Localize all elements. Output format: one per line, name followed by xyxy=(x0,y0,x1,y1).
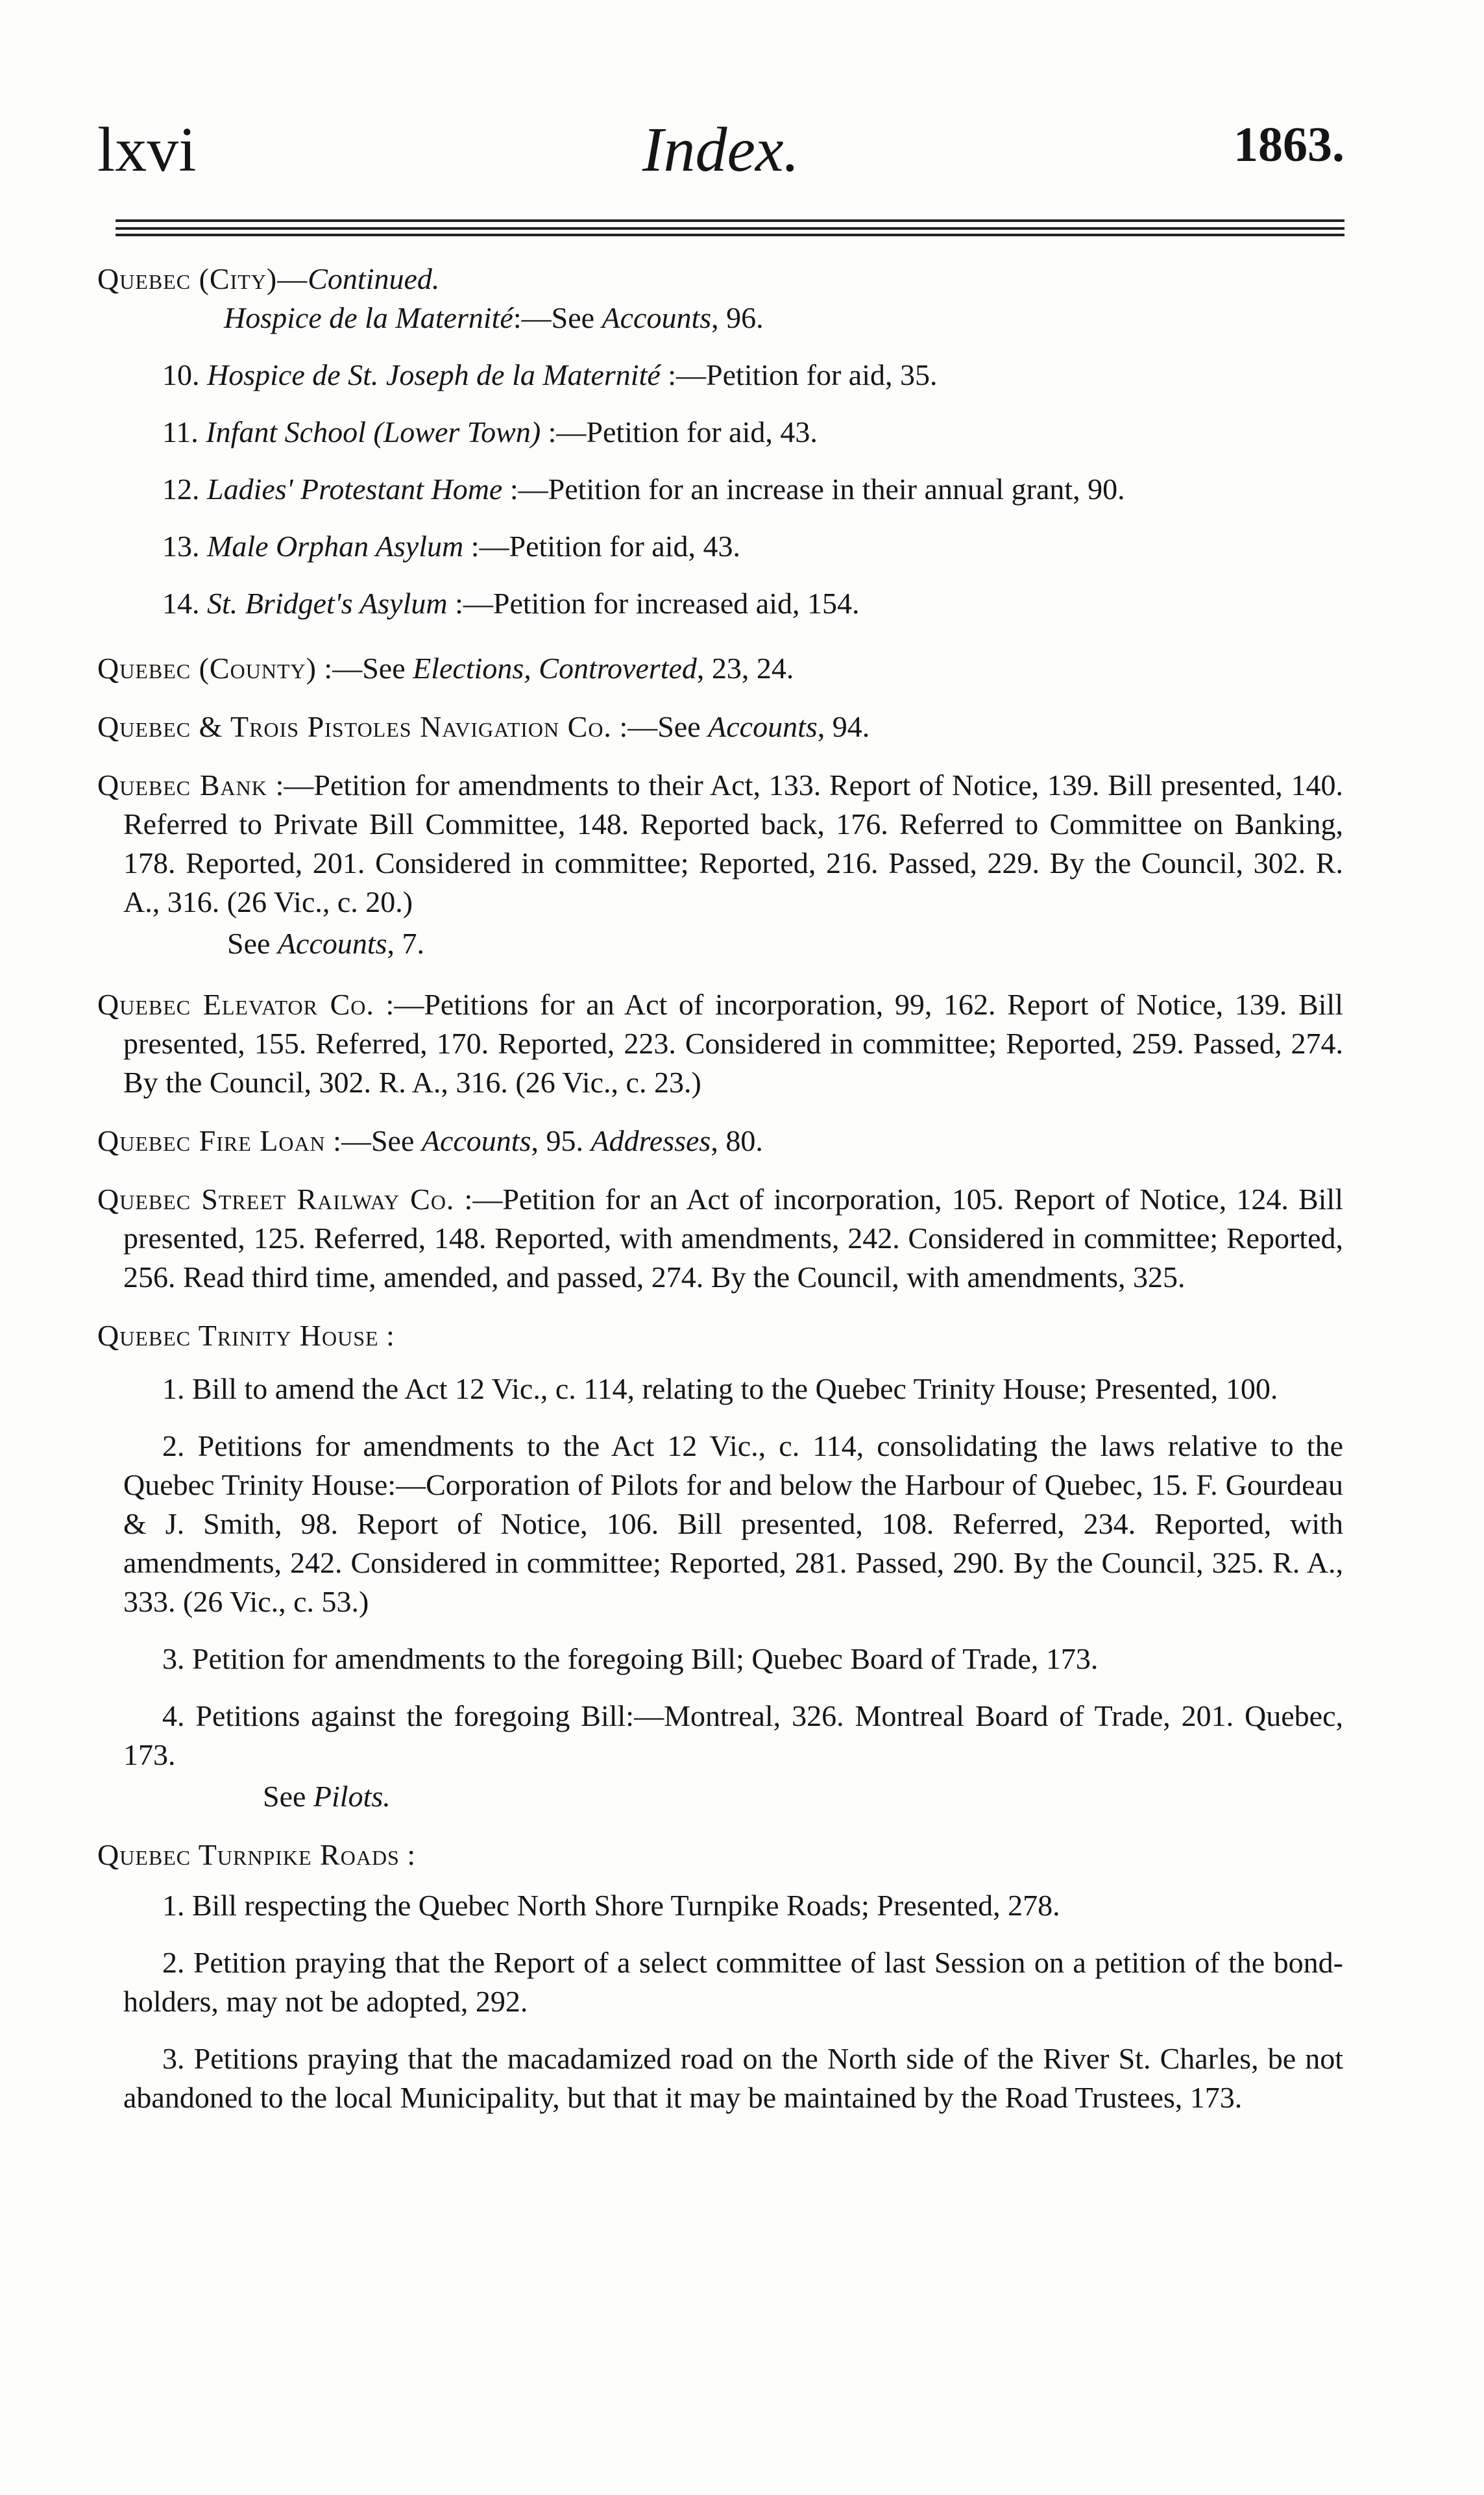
entry-hospice-maternite: Hospice de la Maternité:—See Accounts, 96. xyxy=(224,301,764,334)
item-title: Male Orphan Asylum xyxy=(207,530,464,563)
entry-heading: Quebec Turnpike Roads xyxy=(97,1838,400,1871)
header-rule-bottom xyxy=(116,234,1344,236)
header-rule-top xyxy=(116,219,1344,222)
page-year: 1863. xyxy=(1234,117,1344,172)
entry-heading: Quebec (County) xyxy=(97,652,317,685)
entry-quebec-turnpike-roads: Quebec Turnpike Roads : xyxy=(97,1838,416,1871)
entry-heading: Quebec Trinity House xyxy=(97,1319,379,1352)
page-title: Index. xyxy=(642,115,800,185)
list-item: 12. Ladies' Protestant Home :—Petition for an increase in their annual grant, 90. xyxy=(162,473,1125,506)
page-header xyxy=(97,114,1344,191)
entry-heading: Quebec & Trois Pistoles Navigation Co. xyxy=(97,710,612,743)
index-content xyxy=(97,260,1343,2135)
folio-number: lxvi xyxy=(97,115,197,185)
trinity-paragraph-4: 4. Petitions against the foregoing Bill:—Montreal, 326. Montreal Board of Trade, 201. Quebec, 173. xyxy=(123,1699,1343,1771)
item-title: Hospice de St. Joseph de la Maternité xyxy=(207,358,661,391)
list-item: 13. Male Orphan Asylum :—Petition for aid, 43. xyxy=(162,530,740,563)
list-item: 14. St. Bridget's Asylum :—Petition for increased aid, 154. xyxy=(162,587,860,620)
entry-heading: Quebec Street Railway Co. xyxy=(97,1183,455,1216)
header-rule-middle xyxy=(116,227,1344,230)
entry-heading: Quebec Fire Loan xyxy=(97,1124,326,1157)
item-title: Hospice de la Maternité xyxy=(224,301,513,334)
entry-quebec-street-railway: Quebec Street Railway Co. :—Petition for an Act of incorporation, 105. Report of Notice, 124. Bill presented, 125. Referred, 148. Reported, with amendments, 242. Considered in committee; Reported, 256. Read third time, amended, and passed, 274. By the Council, with amendments, 325. xyxy=(97,1183,1343,1294)
entry-trois-pistoles: Quebec & Trois Pistoles Navigation Co. :—See Accounts, 94. xyxy=(97,710,870,743)
entry-quebec-fire-loan: Quebec Fire Loan :—See Accounts, 95. Addresses, 80. xyxy=(97,1124,763,1157)
item-title: St. Bridget's Asylum xyxy=(207,587,448,620)
entry-quebec-trinity-house: Quebec Trinity House : xyxy=(97,1319,395,1352)
entry-heading: Quebec Elevator Co. xyxy=(97,988,374,1021)
item-title: Infant School (Lower Town) xyxy=(206,415,541,449)
turnpike-paragraph-1: 1. Bill respecting the Quebec North Shore Turnpike Roads; Presented, 278. xyxy=(162,1889,1060,1922)
item-title: Ladies' Protestant Home xyxy=(207,473,503,506)
see-reference: See Accounts, 7. xyxy=(227,927,425,960)
continued-label: Continued. xyxy=(308,262,440,295)
entry-heading: Quebec Bank xyxy=(97,768,267,802)
list-item: 11. Infant School (Lower Town) :—Petition for aid, 43. xyxy=(162,415,818,449)
turnpike-paragraph-2: 2. Petition praying that the Report of a select committee of last Session on a petition of the bond-holders, may not be adopted, 292. xyxy=(123,1946,1343,2018)
entry-quebec-county: Quebec (County) :—See Elections, Controverted, 23, 24. xyxy=(97,652,794,685)
entry-quebec-elevator: Quebec Elevator Co. :—Petitions for an Act of incorporation, 99, 162. Report of Notice, 139. Bill presented, 155. Referred, 170. Reported, 223. Considered in committee; Reported, 259. Passed, 274. By the Council, 302. R. A., 316. (26 Vic., c. 23.) xyxy=(97,988,1343,1099)
list-item: 10. Hospice de St. Joseph de la Maternité :—Petition for aid, 35. xyxy=(162,358,938,391)
entry-quebec-bank: Quebec Bank :—Petition for amendments to their Act, 133. Report of Notice, 139. Bill presented, 140. Referred to Private Bill Committee, 148. Reported back, 176. Referred to Committee on Banking, 178. Reported, 201. Considered in committee; Reported, 216. Passed, 229. By the Council, 302. R. A., 316. (26 Vic., c. 20.) xyxy=(97,768,1343,918)
see-reference: See Pilots. xyxy=(263,1780,391,1813)
trinity-paragraph-1: 1. Bill to amend the Act 12 Vic., c. 114, relating to the Quebec Trinity House; Presented, 100. xyxy=(162,1372,1278,1405)
entry-heading: Quebec (City)— xyxy=(97,262,308,295)
turnpike-paragraph-3: 3. Petitions praying that the macadamized road on the North side of the River St. Charles, be not abandoned to the local Municipality, but that it may be maintained by the Road Trustees, 173. xyxy=(123,2042,1343,2114)
entry-quebec-city xyxy=(97,260,1343,299)
trinity-paragraph-2: 2. Petitions for amendments to the Act 12 Vic., c. 114, consolidating the laws relative to the Quebec Trinity House:—Corporation of Pilots for and below the Harbour of Quebec, 15. F. Gourdeau & J. Smith, 98. Report of Notice, 106. Bill presented, 108. Referred, 234. Reported, with amendments, 242. Considered in committee; Reported, 281. Passed, 290. By the Council, 325. R. A., 333. (26 Vic., c. 53.) xyxy=(123,1429,1343,1618)
trinity-paragraph-3: 3. Petition for amendments to the foregoing Bill; Quebec Board of Trade, 173. xyxy=(162,1642,1099,1675)
